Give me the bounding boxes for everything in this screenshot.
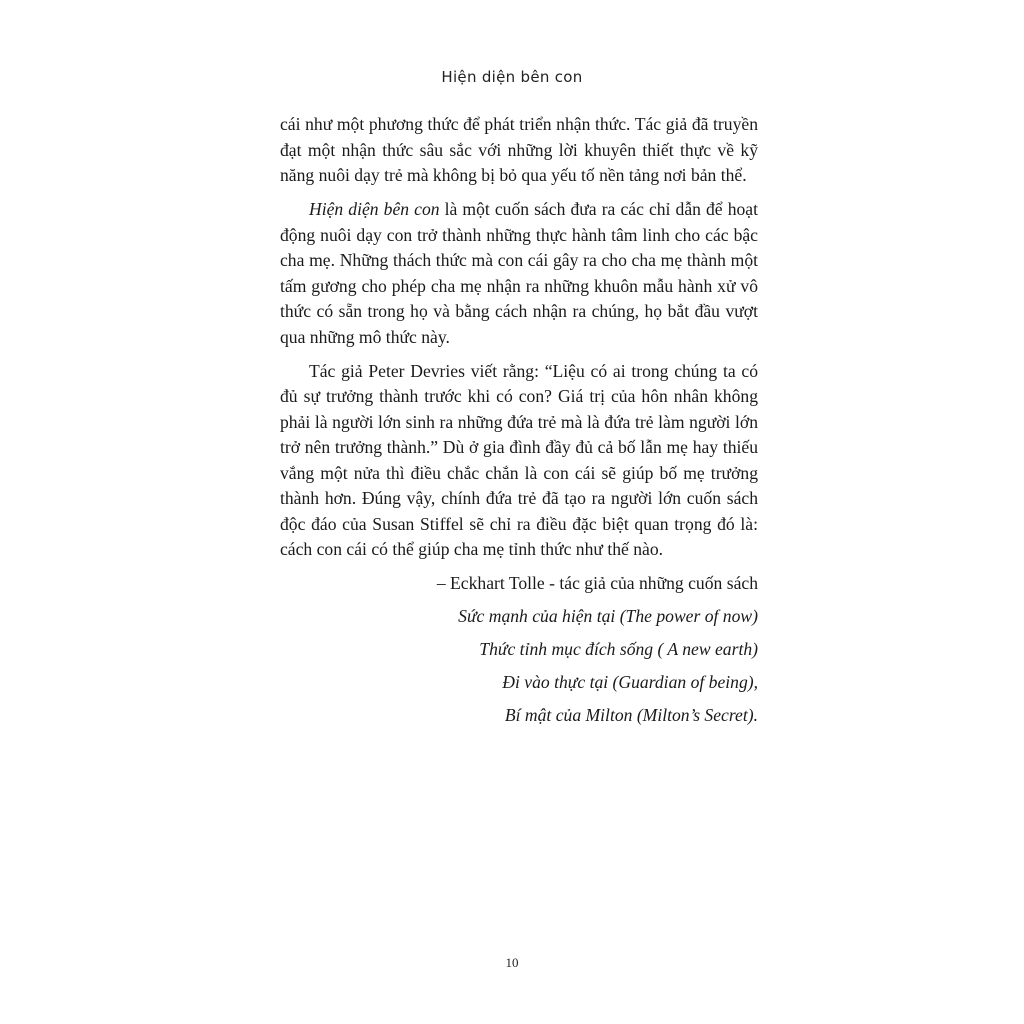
paragraph-1: cái như một phương thức để phát triển nhận thức. Tác giả đã truyền đạt một nhận thức sâu sắc với những lời khuyên thiết thực về kỹ năng nuôi dạy trẻ mà không bị bỏ qua yếu tố nền tảng nơi bản thể. (280, 114, 758, 185)
body-text (280, 112, 758, 736)
attribution-book-4: Bí mật của Milton (Milton’s Secret). (504, 705, 758, 725)
page-number: 10 (505, 955, 519, 970)
attribution (280, 571, 758, 729)
running-header: Hiện diện bên con (441, 68, 583, 86)
attribution-book-2: Thức tỉnh mục đích sống ( A new earth) (479, 639, 758, 659)
paragraph-2-text: là một cuốn sách đưa ra các chỉ dẫn để hoạt động nuôi dạy con trở thành những thực hành tâm linh cho các bậc cha mẹ. Những thách thức mà con cái gây ra cho cha mẹ thành một tấm gương cho phép cha mẹ nhận ra những khuôn mẫu hành xử vô thức có sẵn trong họ và bằng cách nhận ra chúng, họ bắt đầu vượt qua những mô thức này. (280, 199, 758, 347)
paragraph-3: Tác giả Peter Devries viết rằng: “Liệu có ai trong chúng ta có đủ sự trưởng thành trước khi có con? Giá trị của hôn nhân không phải là người lớn sinh ra những đứa trẻ mà là đứa trẻ làm người lớn trở nên trưởng thành.” Dù ở gia đình đầy đủ cả bố lẫn mẹ hay thiếu vắng một nửa thì điều chắc chắn là con cái sẽ giúp bố mẹ trưởng thành hơn. Đúng vậy, chính đứa trẻ đã tạo ra người lớn cuốn sách độc đáo của Susan Stiffel sẽ chỉ ra điều đặc biệt quan trọng đó là: cách con cái có thể giúp cha mẹ tỉnh thức như thế nào. (280, 360, 758, 559)
attribution-author: – Eckhart Tolle - tác giả của những cuốn sách (436, 573, 758, 593)
paragraph-2 (280, 197, 758, 350)
book-title-italic: Hiện diện bên con (309, 199, 440, 219)
attribution-book-1: Sức mạnh của hiện tại (The power of now) (458, 606, 758, 626)
attribution-book-3: Đi vào thực tại (Guardian of being), (502, 672, 758, 692)
